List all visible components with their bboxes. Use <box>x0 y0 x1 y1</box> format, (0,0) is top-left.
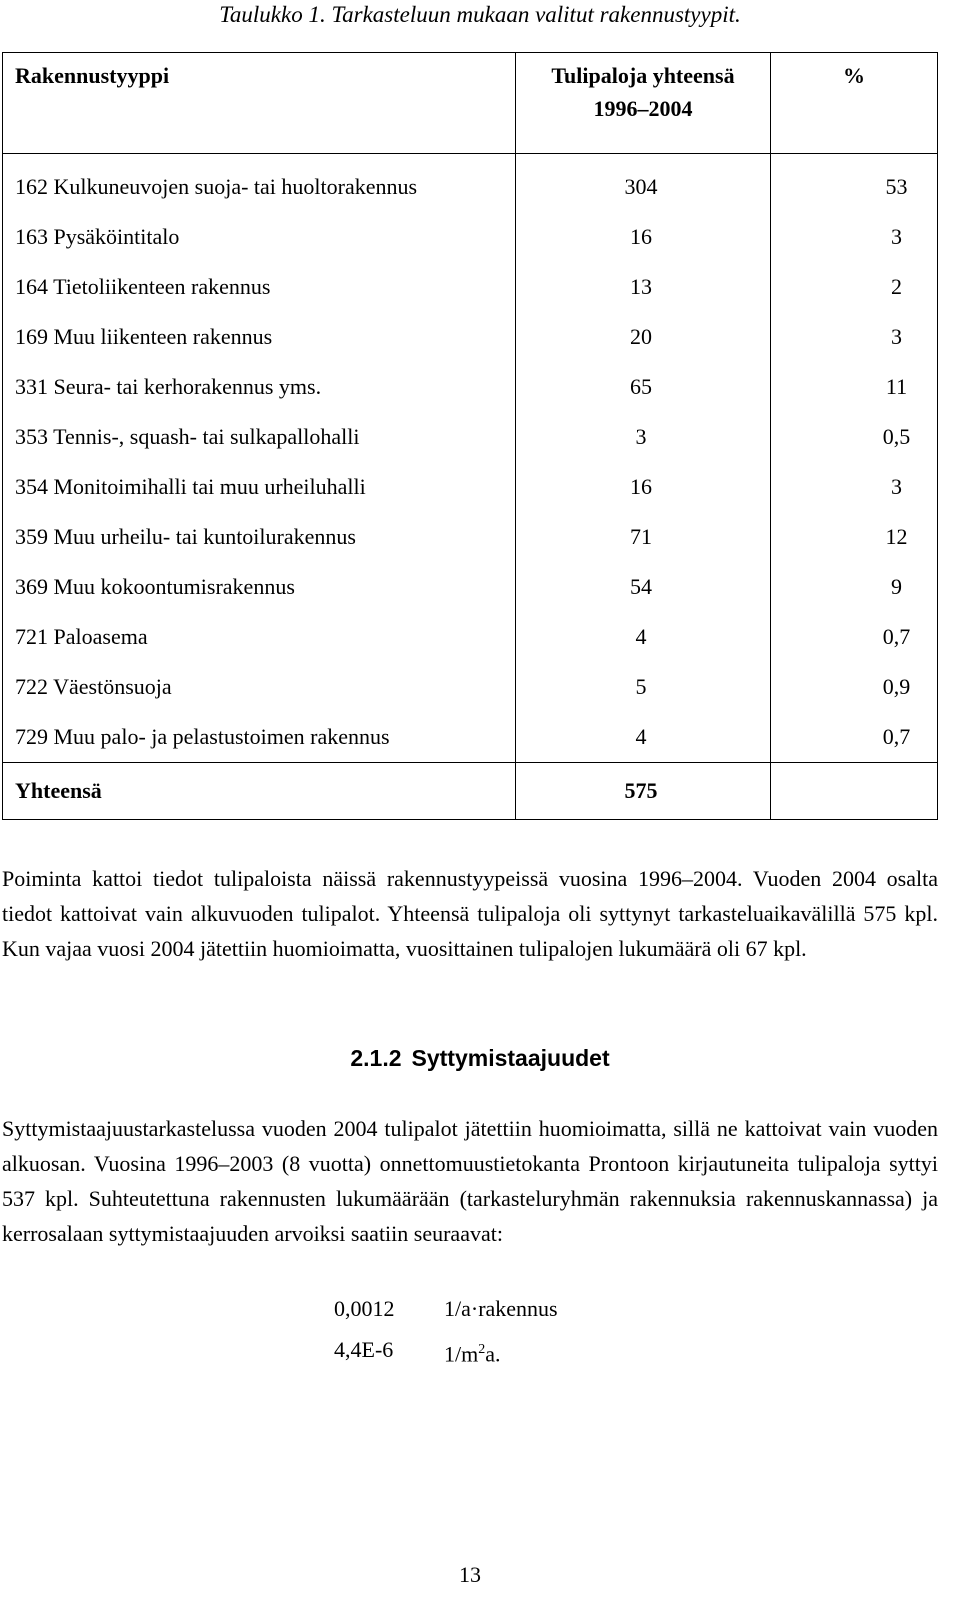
cell-building-type: 162 Kulkuneuvojen suoja- tai huoltorakennus <box>3 154 516 213</box>
cell-percent: 0,7 <box>771 612 938 662</box>
cell-building-type: 354 Monitoimihalli tai muu urheiluhalli <box>3 462 516 512</box>
table-row <box>3 312 938 362</box>
table-row <box>3 662 938 712</box>
building-type-table <box>2 52 938 820</box>
table-row <box>3 512 938 562</box>
table-row <box>3 712 938 763</box>
table-row <box>3 412 938 462</box>
cell-percent: 2 <box>771 262 938 312</box>
page-number: 13 <box>459 1562 481 1587</box>
formula-unit <box>444 1329 501 1374</box>
total-fires: 575 <box>516 763 771 820</box>
table-row <box>3 262 938 312</box>
cell-percent: 0,9 <box>771 662 938 712</box>
table-row <box>3 462 938 512</box>
cell-building-type: 163 Pysäköintitalo <box>3 212 516 262</box>
paragraph-ignition-frequency: Syttymistaajuustarkastelussa vuoden 2004 tulipalot jätettiin huomioimatta, sillä ne kattoivat vain vuoden alkuosan. Vuosina 1996–2003 (8 vuotta) onnettomuustietokanta Prontoon kirjautuneita tulipaloja syttyi 537 kpl. Suhteutettuna rakennusten lukumäärään (tarkasteluryhmän rakennuksia rakennuskannassa) ja kerrosalaan syttymistaajuuden arvoiksi saatiin seuraavat: <box>2 1116 938 1246</box>
formula-value: 4,4E-6 <box>334 1337 394 1362</box>
cell-fires: 4 <box>516 612 771 662</box>
cell-fires: 3 <box>516 412 771 462</box>
cell-building-type: 722 Väestönsuoja <box>3 662 516 712</box>
section-title: Syttymistaajuudet <box>411 1045 610 1071</box>
cell-percent: 0,7 <box>771 712 938 763</box>
header-percent: % <box>771 53 938 154</box>
cell-fires: 65 <box>516 362 771 412</box>
cell-building-type: 729 Muu palo- ja pelastustoimen rakennus <box>3 712 516 763</box>
cell-fires: 304 <box>516 154 771 213</box>
header-fires-line1: Tulipaloja yhteensä <box>551 63 735 88</box>
formula-row <box>334 1288 558 1329</box>
section-number: 2.1.2 <box>350 1045 402 1071</box>
cell-percent: 0,5 <box>771 412 938 462</box>
formula-unit-pre: 1/m <box>444 1341 479 1367</box>
cell-percent: 12 <box>771 512 938 562</box>
cell-fires: 16 <box>516 212 771 262</box>
frequency-values <box>334 1288 558 1374</box>
table-row <box>3 362 938 412</box>
formula-unit-post: a. <box>485 1341 501 1367</box>
total-percent <box>771 763 938 820</box>
cell-fires: 5 <box>516 662 771 712</box>
cell-building-type: 353 Tennis-, squash- tai sulkapallohalli <box>3 412 516 462</box>
paragraph-data-selection: Poiminta kattoi tiedot tulipaloista näissä rakennustyypeissä vuosina 1996–2004. Vuoden 2004 osalta tiedot kattoivat vain alkuvuoden tulipalot. Yhteensä tulipaloja oli syttynyt tarkasteluaikavälillä 575 kpl. Kun vajaa vuosi 2004 jätettiin huomioimatta, vuosittainen tulipalojen lukumäärä oli 67 kpl. <box>2 866 938 961</box>
table-total-row <box>3 763 938 820</box>
cell-percent: 53 <box>771 154 938 213</box>
table-row <box>3 562 938 612</box>
cell-percent: 3 <box>771 312 938 362</box>
cell-building-type: 721 Paloasema <box>3 612 516 662</box>
header-fires-total <box>516 53 771 154</box>
header-building-type: Rakennustyyppi <box>3 53 516 154</box>
cell-building-type: 369 Muu kokoontumisrakennus <box>3 562 516 612</box>
cell-fires: 71 <box>516 512 771 562</box>
formula-row <box>334 1329 558 1374</box>
cell-percent: 3 <box>771 212 938 262</box>
cell-fires: 4 <box>516 712 771 763</box>
formula-unit-superscript: 2 <box>478 1342 486 1357</box>
formula-unit: 1/a·rakennus <box>444 1296 558 1321</box>
table-header-row <box>3 53 938 154</box>
section-heading <box>0 1045 960 1072</box>
formula-value: 0,0012 <box>334 1296 395 1321</box>
cell-fires: 54 <box>516 562 771 612</box>
table-row <box>3 612 938 662</box>
cell-percent: 11 <box>771 362 938 412</box>
table-caption: Taulukko 1. Tarkasteluun mukaan valitut rakennustyypit. <box>219 2 741 27</box>
cell-building-type: 331 Seura- tai kerhorakennus yms. <box>3 362 516 412</box>
cell-building-type: 169 Muu liikenteen rakennus <box>3 312 516 362</box>
cell-percent: 3 <box>771 462 938 512</box>
cell-fires: 13 <box>516 262 771 312</box>
total-label: Yhteensä <box>3 763 516 820</box>
cell-building-type: 359 Muu urheilu- tai kuntoilurakennus <box>3 512 516 562</box>
table-row <box>3 212 938 262</box>
header-fires-line2: 1996–2004 <box>593 96 693 121</box>
cell-building-type: 164 Tietoliikenteen rakennus <box>3 262 516 312</box>
cell-fires: 20 <box>516 312 771 362</box>
table-row <box>3 154 938 213</box>
cell-fires: 16 <box>516 462 771 512</box>
cell-percent: 9 <box>771 562 938 612</box>
